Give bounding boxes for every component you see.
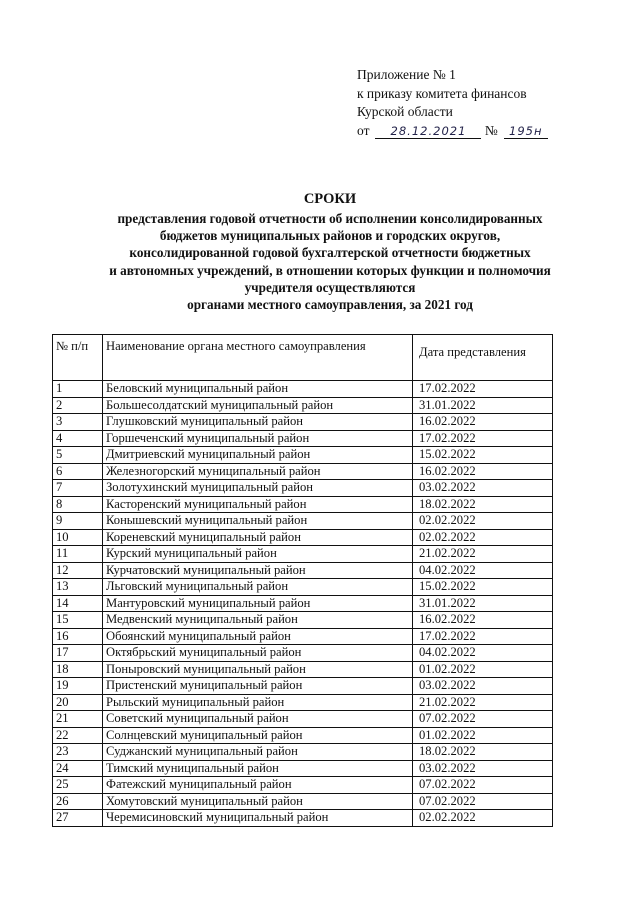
- table-row: [53, 744, 553, 761]
- submission-date: 15.02.2022: [413, 447, 553, 464]
- table-row: [53, 645, 553, 662]
- table-row: [53, 562, 553, 579]
- annex-line-2: к приказу комитета финансов: [357, 85, 527, 101]
- organ-name: Беловский муниципальный район: [103, 381, 413, 398]
- organ-name: Тимский муниципальный район: [103, 760, 413, 777]
- row-number: 4: [53, 430, 103, 447]
- row-number: 23: [53, 744, 103, 761]
- organ-name: Суджанский муниципальный район: [103, 744, 413, 761]
- row-number: 21: [53, 711, 103, 728]
- table-row: [53, 480, 553, 497]
- organ-name: Курчатовский муниципальный район: [103, 562, 413, 579]
- table-row: [53, 612, 553, 629]
- row-number: 20: [53, 694, 103, 711]
- table-row: [53, 694, 553, 711]
- organ-name: Горшеченский муниципальный район: [103, 430, 413, 447]
- row-number: 18: [53, 661, 103, 678]
- table-row: [53, 513, 553, 530]
- row-number: 12: [53, 562, 103, 579]
- organ-name: Октябрьский муниципальный район: [103, 645, 413, 662]
- organ-name: Мантуровский муниципальный район: [103, 595, 413, 612]
- submission-date: 31.01.2022: [413, 595, 553, 612]
- submission-date: 16.02.2022: [413, 612, 553, 629]
- table-row: [53, 463, 553, 480]
- row-number: 11: [53, 546, 103, 563]
- organ-name: Железногорский муниципальный район: [103, 463, 413, 480]
- organ-name: Солнцевский муниципальный район: [103, 727, 413, 744]
- table-body: [53, 381, 553, 827]
- row-number: 15: [53, 612, 103, 629]
- row-number: 1: [53, 381, 103, 398]
- organ-name: Советский муниципальный район: [103, 711, 413, 728]
- organ-name: Конышевский муниципальный район: [103, 513, 413, 530]
- row-number: 14: [53, 595, 103, 612]
- submission-date: 17.02.2022: [413, 430, 553, 447]
- submission-date: 07.02.2022: [413, 793, 553, 810]
- row-number: 26: [53, 793, 103, 810]
- table-row: [53, 727, 553, 744]
- table-row: [53, 414, 553, 431]
- header-num: № п/п: [53, 335, 103, 381]
- submission-date: 01.02.2022: [413, 727, 553, 744]
- table-row: [53, 711, 553, 728]
- table-row: [53, 381, 553, 398]
- subtitle-line: органами местного самоуправления, за 2021 год: [187, 297, 473, 313]
- table-row: [53, 793, 553, 810]
- organ-name: Рыльский муниципальный район: [103, 694, 413, 711]
- table-row: [53, 628, 553, 645]
- annex-line-3: Курской области: [357, 104, 453, 119]
- from-label: от: [357, 122, 370, 138]
- submission-date: 02.02.2022: [413, 810, 553, 827]
- organ-name: Кореневский муниципальный район: [103, 529, 413, 546]
- organ-name: Пристенский муниципальный район: [103, 678, 413, 695]
- row-number: 9: [53, 513, 103, 530]
- submission-date: 02.02.2022: [413, 513, 553, 530]
- submission-date: 21.02.2022: [413, 694, 553, 711]
- row-number: 2: [53, 397, 103, 414]
- submission-date: 18.02.2022: [413, 744, 553, 761]
- annex-date-number-line: [357, 122, 548, 141]
- row-number: 8: [53, 496, 103, 513]
- organ-name: Курский муниципальный район: [103, 546, 413, 563]
- submission-date: 01.02.2022: [413, 661, 553, 678]
- row-number: 22: [53, 727, 103, 744]
- deadlines-table: [52, 334, 553, 827]
- submission-date: 16.02.2022: [413, 463, 553, 480]
- subtitle-line: консолидированной годовой бухгалтерской отчетности бюджетных: [129, 245, 531, 261]
- header-name: Наименование органа местного самоуправления: [103, 335, 413, 381]
- organ-name: Обоянский муниципальный район: [103, 628, 413, 645]
- row-number: 25: [53, 777, 103, 794]
- header-date: Дата представления: [413, 335, 553, 381]
- handwritten-number: 195н: [504, 124, 548, 139]
- organ-name: Глушковский муниципальный район: [103, 414, 413, 431]
- submission-date: 17.02.2022: [413, 628, 553, 645]
- organ-name: Фатежский муниципальный район: [103, 777, 413, 794]
- submission-date: 18.02.2022: [413, 496, 553, 513]
- submission-date: 07.02.2022: [413, 711, 553, 728]
- annex-line-1: Приложение № 1: [357, 67, 456, 82]
- submission-date: 04.02.2022: [413, 562, 553, 579]
- row-number: 24: [53, 760, 103, 777]
- row-number: 13: [53, 579, 103, 596]
- subtitle-line: бюджетов муниципальных районов и городских округов,: [159, 228, 501, 244]
- handwritten-date: 28.12.2021: [375, 124, 481, 139]
- table-row: [53, 546, 553, 563]
- row-number: 27: [53, 810, 103, 827]
- submission-date: 17.02.2022: [413, 381, 553, 398]
- organ-name: Большесолдатский муниципальный район: [103, 397, 413, 414]
- organ-name: Медвенский муниципальный район: [103, 612, 413, 629]
- submission-date: 03.02.2022: [413, 678, 553, 695]
- organ-name: Дмитриевский муниципальный район: [103, 447, 413, 464]
- subtitle-line: и автономных учреждений, в отношении которых функции и полномочия: [109, 262, 551, 278]
- table-row: [53, 496, 553, 513]
- table-row: [53, 430, 553, 447]
- row-number: 3: [53, 414, 103, 431]
- table-header-row: [53, 335, 553, 381]
- subtitle-line: учредителя осуществляются: [244, 279, 416, 295]
- row-number: 16: [53, 628, 103, 645]
- submission-date: 16.02.2022: [413, 414, 553, 431]
- table-row: [53, 529, 553, 546]
- table-row: [53, 760, 553, 777]
- annex-block: [357, 66, 548, 140]
- submission-date: 04.02.2022: [413, 645, 553, 662]
- submission-date: 31.01.2022: [413, 397, 553, 414]
- document-title: СРОКИ: [303, 191, 357, 207]
- row-number: 7: [53, 480, 103, 497]
- row-number: 6: [53, 463, 103, 480]
- organ-name: Золотухинский муниципальный район: [103, 480, 413, 497]
- subtitle-line: представления годовой отчетности об исполнении консолидированных: [117, 211, 543, 226]
- row-number: 10: [53, 529, 103, 546]
- row-number: 19: [53, 678, 103, 695]
- table-row: [53, 678, 553, 695]
- submission-date: 07.02.2022: [413, 777, 553, 794]
- submission-date: 03.02.2022: [413, 760, 553, 777]
- submission-date: 15.02.2022: [413, 579, 553, 596]
- organ-name: Касторенский муниципальный район: [103, 496, 413, 513]
- document-heading: [60, 190, 600, 313]
- organ-name: Хомутовский муниципальный район: [103, 793, 413, 810]
- organ-name: Черемисиновский муниципальный район: [103, 810, 413, 827]
- organ-name: Льговский муниципальный район: [103, 579, 413, 596]
- row-number: 17: [53, 645, 103, 662]
- number-label: №: [484, 122, 498, 138]
- table-row: [53, 595, 553, 612]
- row-number: 5: [53, 447, 103, 464]
- organ-name: Поныровский муниципальный район: [103, 661, 413, 678]
- table-row: [53, 397, 553, 414]
- table-row: [53, 447, 553, 464]
- table-row: [53, 661, 553, 678]
- table-row: [53, 579, 553, 596]
- submission-date: 02.02.2022: [413, 529, 553, 546]
- submission-date: 03.02.2022: [413, 480, 553, 497]
- submission-date: 21.02.2022: [413, 546, 553, 563]
- table-row: [53, 777, 553, 794]
- table-row: [53, 810, 553, 827]
